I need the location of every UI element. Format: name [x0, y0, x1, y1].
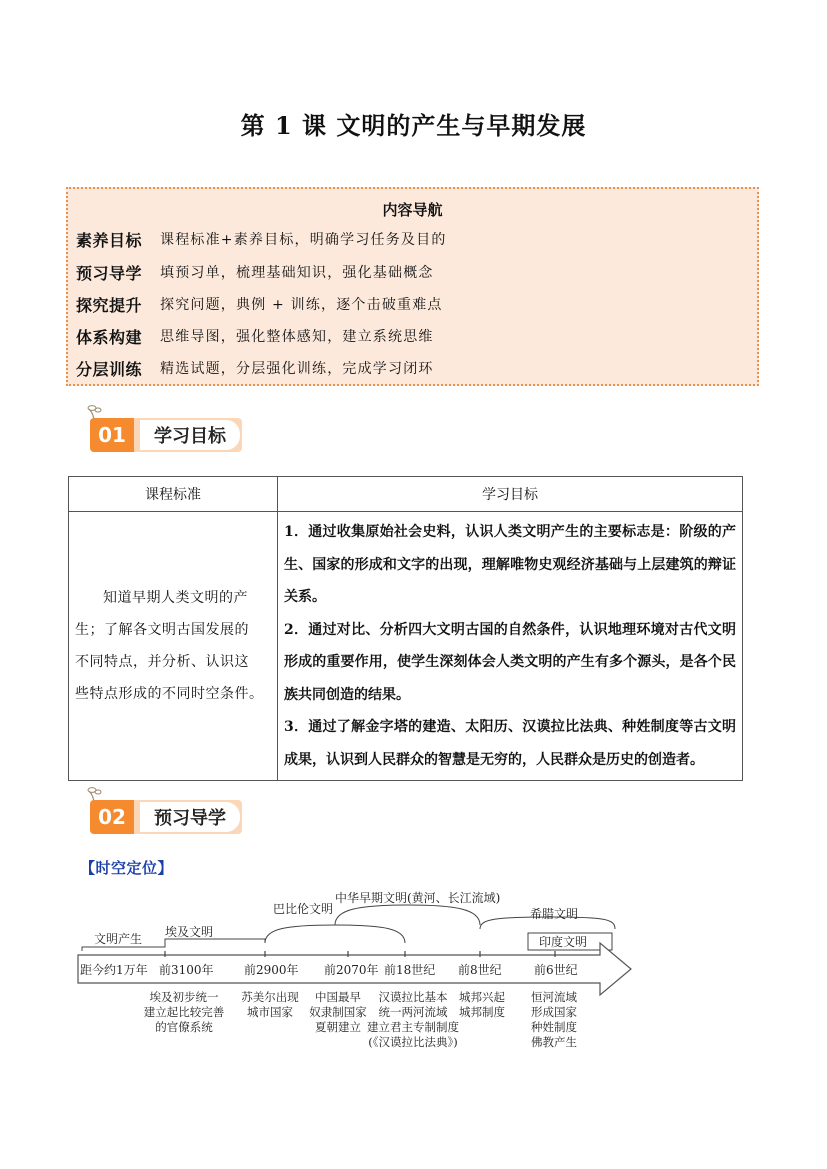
nav-desc: 课程标准+素养目标，明确学习任务及目的 — [160, 232, 447, 248]
civ-label-origin: 文明产生 — [94, 932, 143, 946]
event-text: 统一两河流域 — [378, 1005, 448, 1019]
event-text: 种姓制度 — [531, 1020, 577, 1034]
event-text: 奴隶制国家 — [309, 1005, 367, 1019]
nav-row-preview-guide — [76, 260, 434, 284]
standard-line: 生；了解各文明古国发展的 — [75, 622, 249, 638]
event-text: (《汉谟拉比法典》) — [368, 1035, 458, 1049]
event-text: 汉谟拉比基本 — [378, 990, 448, 1004]
section-badge-preview-guide — [86, 786, 242, 834]
nav-row-tiered-training — [76, 356, 434, 380]
standard-line: 不同特点，并分析、认识这 — [75, 654, 249, 670]
event-text: 城邦兴起 — [459, 990, 505, 1004]
civ-label-china: 中华早期文明(黄河、长江流域) — [335, 891, 501, 905]
nav-title: 内容导航 — [382, 201, 443, 219]
event-text: 城邦制度 — [459, 1005, 505, 1019]
course-standard-cell — [69, 512, 278, 781]
nav-row-inquiry — [76, 292, 443, 316]
event-text: 建立君主专制制度 — [367, 1020, 459, 1034]
civ-label-greece: 希腊文明 — [530, 907, 579, 921]
column-header-goals: 学习目标 — [278, 477, 743, 512]
section-number: 02 — [90, 800, 134, 834]
event-text: 的官僚系统 — [155, 1020, 213, 1034]
nav-desc: 思维导图，强化整体感知，建立系统思维 — [160, 329, 434, 345]
table-header-row — [69, 477, 743, 512]
learning-goals-cell — [278, 512, 743, 781]
tick-label: 前8世纪 — [458, 963, 502, 977]
nav-desc: 探究问题，典例 + 训练，逐个击破重难点 — [160, 297, 443, 313]
section-label: 学习目标 — [138, 418, 242, 452]
nav-key: 预习导学 — [76, 263, 143, 283]
content-navigation-box — [66, 187, 759, 386]
nav-key: 分层训练 — [76, 359, 143, 379]
event-text: 恒河流域 — [531, 990, 577, 1004]
bracket-china — [335, 905, 480, 925]
event-text: 形成国家 — [531, 1005, 577, 1019]
standard-line: 知道早期人类文明的产 — [103, 590, 248, 606]
civilization-timeline — [70, 885, 635, 1055]
bracket-babylon — [265, 925, 405, 943]
table-row — [69, 512, 743, 781]
tick-label: 前2900年 — [244, 963, 299, 977]
nav-desc: 填预习单，梳理基础知识，强化基础概念 — [160, 265, 434, 281]
tick-label: 前6世纪 — [534, 963, 578, 977]
spacetime-positioning-tag: 【时空定位】 — [80, 859, 174, 877]
section-badge-learning-goals — [86, 404, 242, 452]
event-text: 中国最早 — [315, 990, 361, 1004]
tick-label: 前2070年 — [324, 963, 379, 977]
nav-desc: 精选试题，分层强化训练，完成学习闭环 — [160, 361, 434, 377]
nav-row-system-building — [76, 324, 434, 348]
event-text: 建立起比较完善 — [143, 1005, 225, 1019]
event-text: 苏美尔出现 — [241, 990, 299, 1004]
civ-label-india: 印度文明 — [539, 935, 588, 949]
civ-label-egypt: 埃及文明 — [165, 925, 214, 939]
goal-item: 2．通过对比、分析四大文明古国的自然条件，认识地理环境对古代文明形成的重要作用，使学生深刻体会人类文明的产生有多个源头，是各个民族共同创造的结果。 — [284, 621, 736, 703]
tick-label: 前3100年 — [159, 963, 214, 977]
page-title: 第 1 课 文明的产生与早期发展 — [240, 111, 587, 140]
bracket-egypt — [165, 939, 265, 943]
goal-item: 1．通过收集原始社会史料，认识人类文明产生的主要标志是：阶级的产生、国家的形成和文字的出现，理解唯物史观经济基础与上层建筑的辩证关系。 — [284, 524, 736, 605]
event-text: 佛教产生 — [531, 1035, 577, 1049]
nav-key: 体系构建 — [76, 327, 143, 347]
nav-key: 探究提升 — [76, 295, 143, 315]
tick-label: 前18世纪 — [384, 963, 436, 977]
goal-item: 3．通过了解金字塔的建造、太阳历、汉谟拉比法典、种姓制度等古文明成果，认识到人民群众的智慧是无穷的，人民群众是历史的创造者。 — [284, 719, 736, 768]
event-text: 埃及初步统一 — [149, 990, 219, 1004]
section-number: 01 — [90, 418, 134, 452]
event-text: 城市国家 — [247, 1005, 293, 1019]
civ-label-babylon: 巴比伦文明 — [273, 902, 334, 916]
column-header-standard: 课程标准 — [69, 477, 278, 512]
nav-row-literacy-goal — [76, 227, 447, 251]
learning-goals-table — [68, 476, 743, 781]
section-label: 预习导学 — [138, 800, 242, 834]
nav-key: 素养目标 — [76, 230, 143, 250]
tick-label: 距今约1万年 — [80, 963, 148, 977]
standard-line: 些特点形成的不同时空条件。 — [75, 686, 264, 702]
event-text: 夏朝建立 — [315, 1020, 361, 1034]
